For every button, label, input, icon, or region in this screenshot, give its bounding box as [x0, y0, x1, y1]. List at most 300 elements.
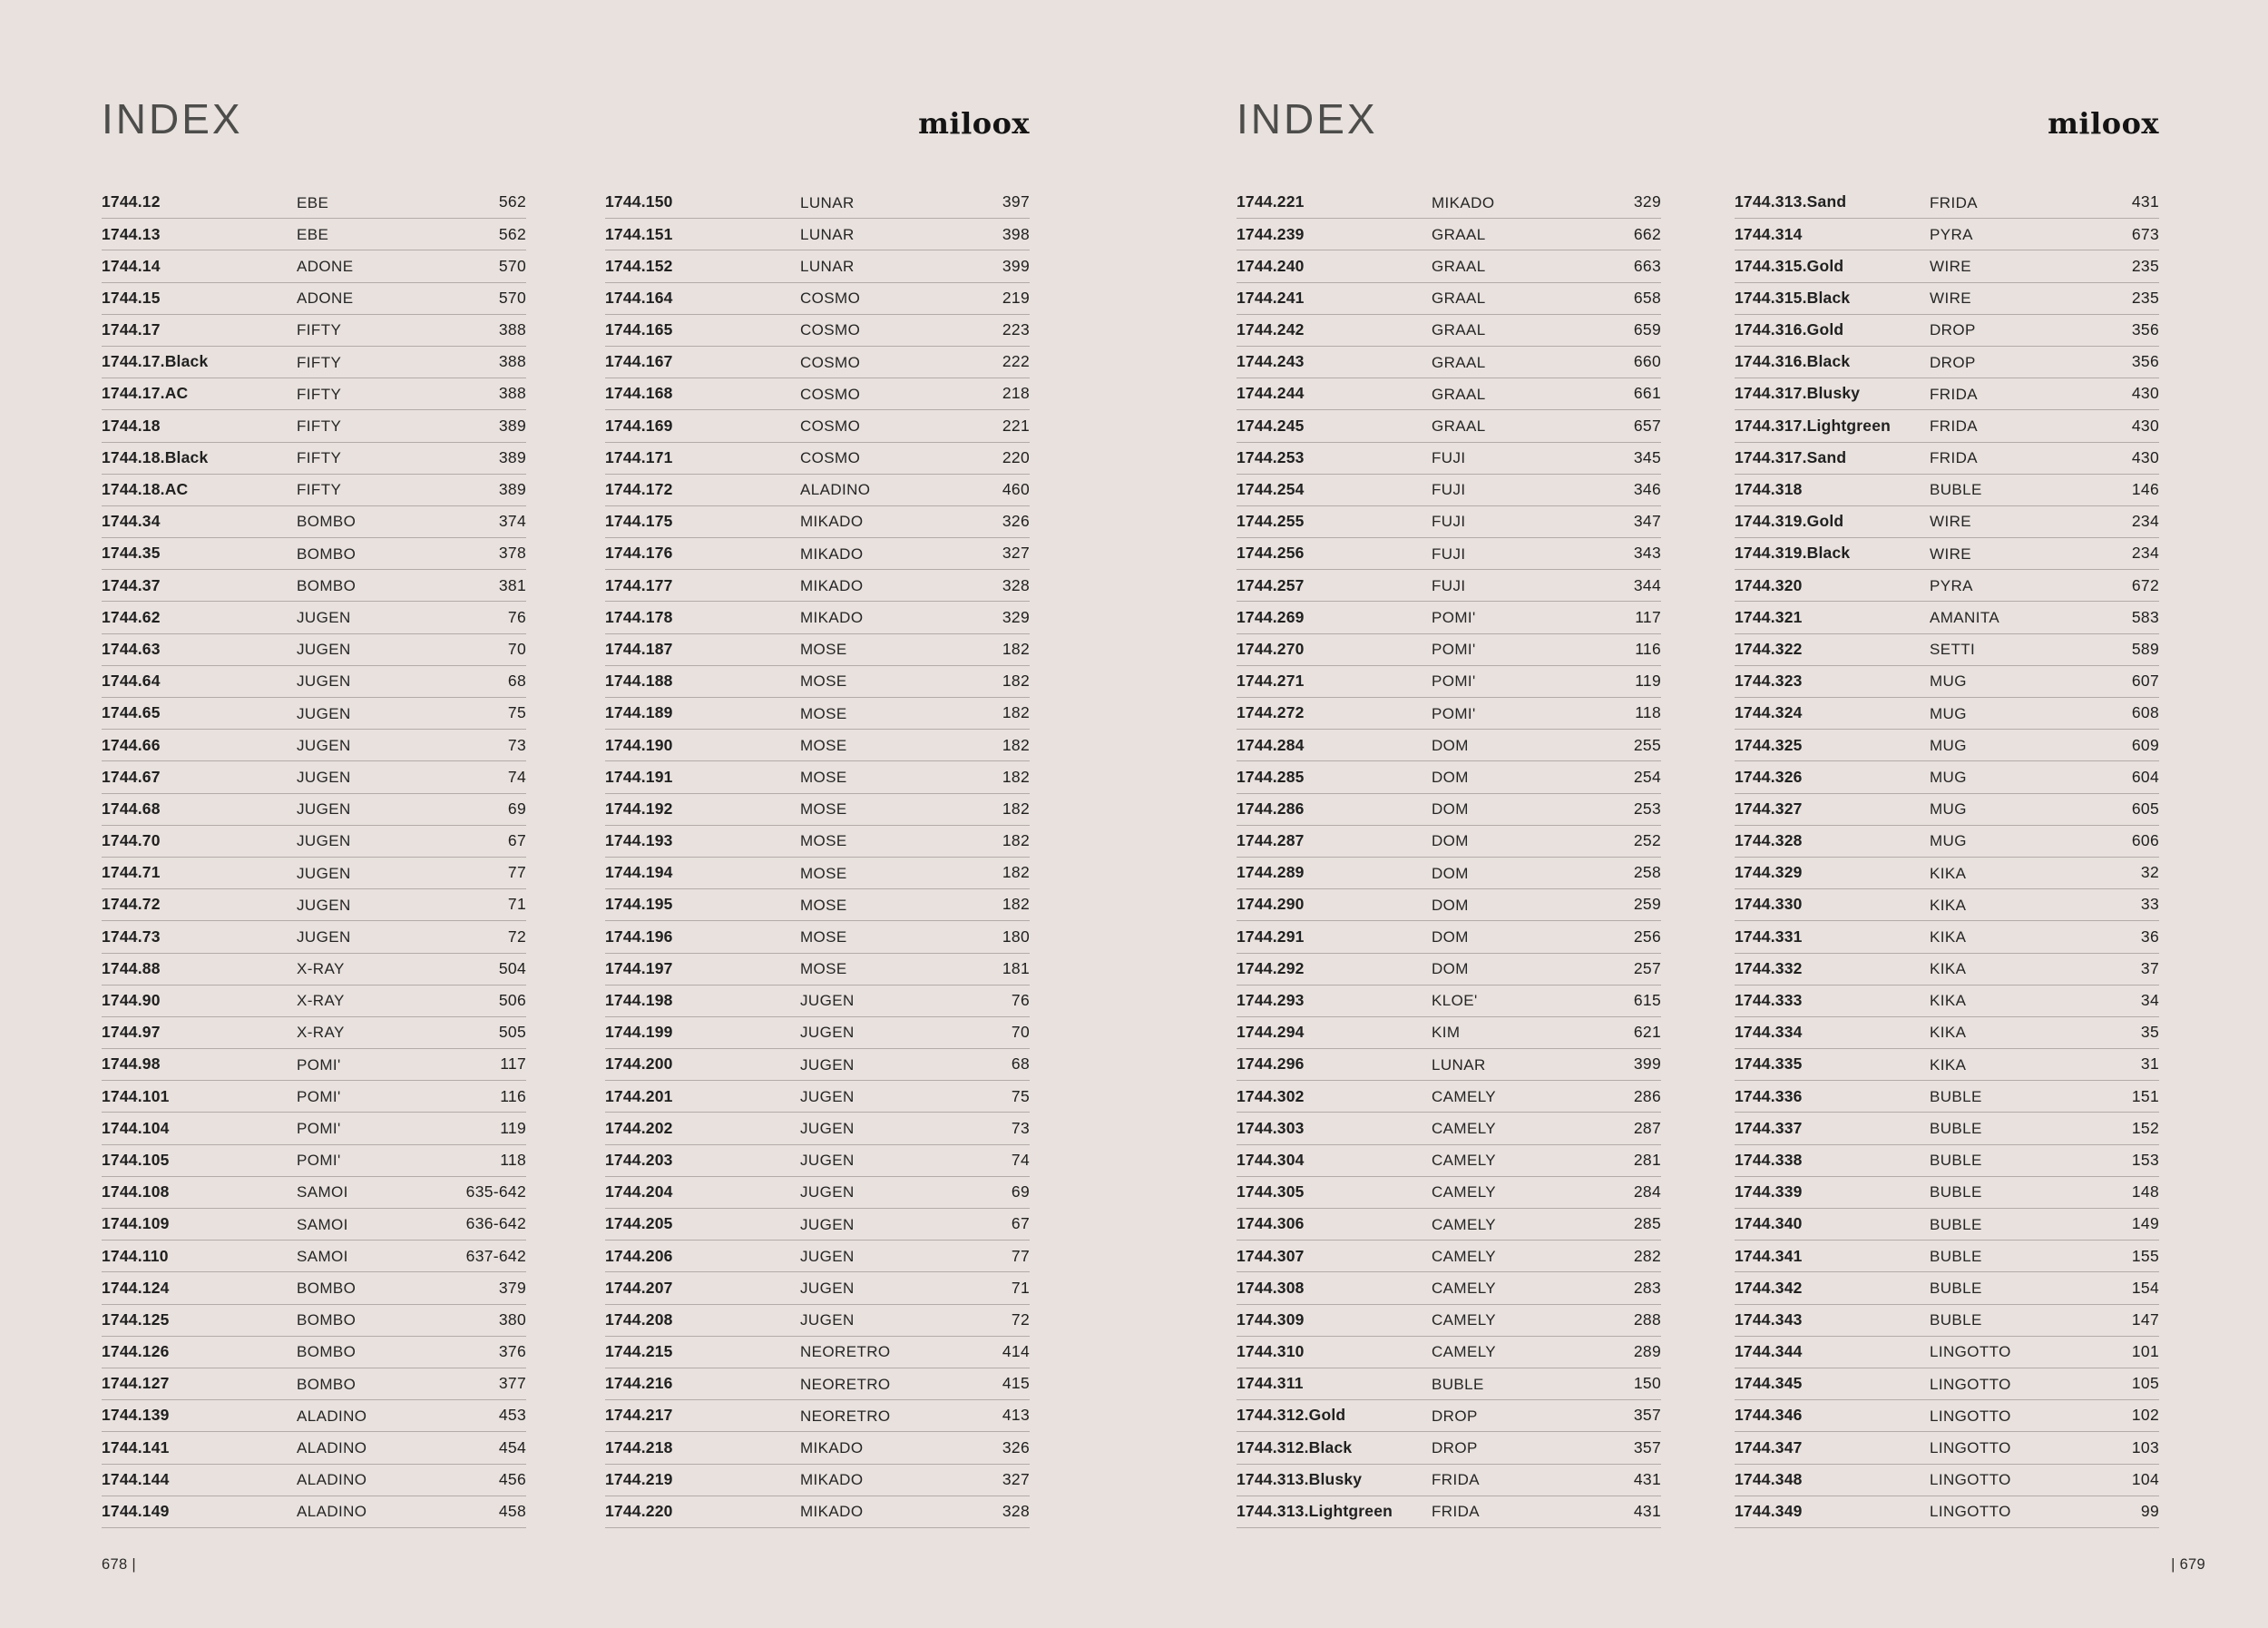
page-ref: 119 — [500, 1118, 526, 1137]
page-ref: 182 — [1002, 735, 1030, 754]
product-name: BOMBO — [297, 1311, 357, 1329]
index-row — [1237, 219, 1661, 250]
product-name: CAMELY — [1432, 1183, 1497, 1201]
page-ref: 430 — [2131, 416, 2159, 435]
page-ref: 562 — [498, 192, 526, 211]
index-row — [1237, 1368, 1661, 1400]
page-ref: 380 — [498, 1309, 526, 1329]
index-row — [1237, 954, 1661, 986]
page-ref: 76 — [507, 607, 526, 626]
product-code: 1744.125 — [102, 1309, 170, 1329]
product-name: BUBLE — [1930, 1215, 1982, 1233]
product-name: WIRE — [1930, 289, 1971, 308]
index-row — [1237, 378, 1661, 410]
product-name: FRIDA — [1930, 193, 1978, 211]
product-code: 1744.110 — [102, 1246, 169, 1265]
page-ref: 118 — [1635, 703, 1661, 722]
product-name: BOMBO — [297, 1279, 357, 1297]
product-code: 1744.126 — [102, 1342, 170, 1361]
product-name: EBE — [297, 225, 329, 243]
page-ref: 104 — [2131, 1469, 2159, 1488]
product-name: LINGOTTO — [1930, 1407, 2011, 1425]
page-ref: 69 — [507, 799, 526, 818]
index-row — [1237, 602, 1661, 633]
product-name: FRIDA — [1930, 417, 1978, 435]
page-ref: 504 — [498, 958, 526, 977]
product-name: JUGEN — [800, 1055, 855, 1074]
page-ref: 604 — [2131, 767, 2159, 786]
index-row — [1237, 634, 1661, 666]
product-name: MUG — [1930, 704, 1967, 722]
page-ref: 357 — [1633, 1437, 1661, 1456]
product-name: FUJI — [1432, 544, 1466, 563]
product-code: 1744.205 — [605, 1214, 673, 1233]
page-ref: 562 — [498, 224, 526, 243]
page-ref: 376 — [498, 1342, 526, 1361]
product-name: BUBLE — [1930, 1279, 1982, 1297]
page-ref: 182 — [1002, 672, 1030, 691]
index-row — [1237, 889, 1661, 921]
product-code: 1744.124 — [102, 1278, 170, 1297]
product-name: X-RAY — [297, 960, 345, 978]
product-code: 1744.346 — [1735, 1406, 1803, 1425]
product-code: 1744.292 — [1237, 958, 1305, 977]
index-row — [102, 1305, 526, 1337]
product-code: 1744.101 — [102, 1086, 170, 1105]
page-ref: 505 — [498, 1023, 526, 1042]
index-row — [1237, 250, 1661, 282]
product-code: 1744.151 — [605, 224, 673, 243]
page-ref: 259 — [1633, 895, 1661, 914]
product-name: KIKA — [1930, 1024, 1967, 1042]
index-column-3 — [1237, 187, 1661, 1528]
product-name: BUBLE — [1930, 1311, 1982, 1329]
page-ref: 289 — [1633, 1342, 1661, 1361]
product-code: 1744.12 — [102, 192, 161, 211]
product-name: JUGEN — [800, 1279, 855, 1297]
product-name: ALADINO — [800, 481, 871, 499]
page-ref: 328 — [1002, 1502, 1030, 1521]
page-ref: 570 — [498, 288, 526, 307]
product-name: COSMO — [800, 417, 861, 435]
product-code: 1744.257 — [1237, 575, 1305, 594]
index-row — [605, 1049, 1030, 1081]
page-ref: 377 — [498, 1374, 526, 1393]
product-code: 1744.241 — [1237, 288, 1305, 307]
product-code: 1744.197 — [605, 958, 673, 977]
index-row — [102, 921, 526, 953]
page-ref: 36 — [2140, 927, 2159, 946]
index-row — [1237, 761, 1661, 793]
product-name: POMI' — [297, 1055, 341, 1074]
page-ref: 326 — [1002, 512, 1030, 531]
index-row — [1735, 1049, 2159, 1081]
page-ref: 356 — [2131, 352, 2159, 371]
index-row — [1735, 410, 2159, 442]
index-row — [1237, 506, 1661, 538]
product-name: JUGEN — [297, 864, 351, 882]
page-ref: 152 — [2131, 1118, 2159, 1137]
index-row — [1735, 921, 2159, 953]
page-ref: 288 — [1633, 1309, 1661, 1329]
index-row — [1735, 1496, 2159, 1528]
product-code: 1744.242 — [1237, 320, 1305, 339]
page-ref: 75 — [1011, 1086, 1030, 1105]
page-ref: 220 — [1002, 447, 1030, 466]
index-row — [1237, 1465, 1661, 1496]
index-row — [605, 506, 1030, 538]
index-row — [1735, 826, 2159, 858]
product-name: COSMO — [800, 321, 861, 339]
index-row — [102, 698, 526, 730]
product-name: COSMO — [800, 449, 861, 467]
page-ref: 327 — [1002, 544, 1030, 563]
index-row — [605, 443, 1030, 475]
product-name: BUBLE — [1930, 1247, 1982, 1265]
product-name: GRAAL — [1432, 353, 1486, 371]
product-code: 1744.175 — [605, 512, 673, 531]
product-code: 1744.18.Black — [102, 447, 209, 466]
page-ref: 103 — [2131, 1437, 2159, 1456]
page-ref: 182 — [1002, 895, 1030, 914]
index-row — [1735, 1081, 2159, 1113]
product-name: JUGEN — [297, 609, 351, 627]
page-ref: 381 — [498, 575, 526, 594]
product-code: 1744.317.Sand — [1735, 447, 1847, 466]
index-row — [102, 1465, 526, 1496]
product-code: 1744.253 — [1237, 447, 1305, 466]
index-row — [102, 506, 526, 538]
page-ref: 415 — [1002, 1374, 1030, 1393]
product-name: KIKA — [1930, 992, 1967, 1010]
product-code: 1744.201 — [605, 1086, 673, 1105]
product-code: 1744.270 — [1237, 639, 1305, 658]
product-code: 1744.341 — [1735, 1246, 1803, 1265]
index-row — [1735, 1400, 2159, 1432]
product-name: ALADINO — [297, 1438, 367, 1456]
product-code: 1744.321 — [1735, 607, 1803, 626]
product-code: 1744.217 — [605, 1406, 673, 1425]
page-ref: 636-642 — [465, 1214, 526, 1233]
product-name: KLOE' — [1432, 992, 1478, 1010]
page-ref: 67 — [507, 831, 526, 850]
product-name: JUGEN — [297, 927, 351, 946]
product-name: MIKADO — [800, 576, 864, 594]
index-row — [605, 219, 1030, 250]
product-code: 1744.323 — [1735, 672, 1803, 691]
index-row — [605, 475, 1030, 506]
product-code: 1744.188 — [605, 672, 673, 691]
product-code: 1744.141 — [102, 1437, 170, 1456]
page-ref: 327 — [1002, 1469, 1030, 1488]
product-name: CAMELY — [1432, 1152, 1497, 1170]
index-row — [102, 761, 526, 793]
index-row — [102, 730, 526, 761]
product-code: 1744.72 — [102, 895, 161, 914]
product-code: 1744.254 — [1237, 480, 1305, 499]
product-name: MOSE — [800, 704, 847, 722]
page-ref: 660 — [1633, 352, 1661, 371]
index-row — [605, 378, 1030, 410]
product-name: FUJI — [1432, 576, 1466, 594]
product-name: MOSE — [800, 641, 847, 659]
index-row — [102, 315, 526, 347]
page-ref: 589 — [2131, 639, 2159, 658]
product-code: 1744.204 — [605, 1182, 673, 1201]
index-row — [102, 602, 526, 633]
product-name: CAMELY — [1432, 1311, 1497, 1329]
product-code: 1744.319.Black — [1735, 544, 1851, 563]
page-ref: 255 — [1633, 735, 1661, 754]
product-name: POMI' — [297, 1152, 341, 1170]
product-code: 1744.296 — [1237, 1054, 1305, 1074]
page-ref: 431 — [1633, 1502, 1661, 1521]
product-name: SAMOI — [297, 1183, 348, 1201]
page-ref: 252 — [1633, 831, 1661, 850]
product-code: 1744.62 — [102, 607, 161, 626]
product-code: 1744.326 — [1735, 767, 1803, 786]
page-ref: 119 — [1635, 672, 1661, 691]
product-code: 1744.306 — [1237, 1214, 1305, 1233]
product-code: 1744.245 — [1237, 416, 1305, 435]
product-name: CAMELY — [1432, 1343, 1497, 1361]
product-code: 1744.302 — [1237, 1086, 1305, 1105]
index-row — [1237, 1272, 1661, 1304]
product-code: 1744.206 — [605, 1246, 673, 1265]
page-ref: 68 — [507, 672, 526, 691]
product-name: LUNAR — [800, 193, 855, 211]
index-row — [605, 1465, 1030, 1496]
page-ref: 458 — [498, 1502, 526, 1521]
product-code: 1744.187 — [605, 639, 673, 658]
product-name: GRAAL — [1432, 225, 1486, 243]
index-row — [1735, 347, 2159, 378]
page-ref: 77 — [507, 863, 526, 882]
product-name: PYRA — [1930, 576, 1973, 594]
page-ref: 570 — [498, 256, 526, 275]
product-name: DOM — [1432, 927, 1469, 946]
product-code: 1744.63 — [102, 639, 161, 658]
page-ref: 672 — [2131, 575, 2159, 594]
page-ref: 75 — [507, 703, 526, 722]
index-row — [605, 1368, 1030, 1400]
product-name: SAMOI — [297, 1247, 348, 1265]
page-ref: 456 — [498, 1469, 526, 1488]
page-ref: 117 — [500, 1054, 526, 1074]
index-row — [1735, 730, 2159, 761]
product-name: BUBLE — [1930, 1152, 1982, 1170]
product-name: DOM — [1432, 896, 1469, 914]
product-name: BOMBO — [297, 576, 357, 594]
product-code: 1744.325 — [1735, 735, 1803, 754]
index-row — [605, 954, 1030, 986]
product-code: 1744.109 — [102, 1214, 170, 1233]
product-code: 1744.343 — [1735, 1309, 1803, 1329]
product-code: 1744.139 — [102, 1406, 170, 1425]
index-row — [1237, 1177, 1661, 1209]
product-name: BOMBO — [297, 1375, 357, 1393]
page-ref: 343 — [1633, 544, 1661, 563]
product-code: 1744.255 — [1237, 512, 1305, 531]
product-code: 1744.272 — [1237, 703, 1305, 722]
product-code: 1744.164 — [605, 288, 673, 307]
index-row — [605, 1017, 1030, 1049]
page-ref: 37 — [2140, 958, 2159, 977]
product-code: 1744.315.Gold — [1735, 256, 1844, 275]
product-code: 1744.221 — [1237, 192, 1305, 211]
index-row — [102, 794, 526, 826]
index-row — [605, 730, 1030, 761]
product-name: JUGEN — [297, 704, 351, 722]
product-code: 1744.287 — [1237, 831, 1305, 850]
page-ref: 374 — [498, 512, 526, 531]
index-row — [102, 826, 526, 858]
page-ref: 281 — [1633, 1150, 1661, 1169]
product-name: CAMELY — [1432, 1087, 1497, 1105]
index-row — [605, 538, 1030, 570]
product-name: WIRE — [1930, 257, 1971, 275]
product-name: NEORETRO — [800, 1375, 891, 1393]
product-code: 1744.65 — [102, 703, 161, 722]
product-name: POMI' — [1432, 704, 1476, 722]
product-name: JUGEN — [297, 832, 351, 850]
page-ref: 357 — [1633, 1406, 1661, 1425]
page-ref: 71 — [1011, 1278, 1030, 1297]
page-ref: 147 — [2131, 1309, 2159, 1329]
page-ref: 74 — [1011, 1150, 1030, 1169]
product-name: FRIDA — [1432, 1471, 1480, 1489]
index-row — [605, 1113, 1030, 1144]
product-code: 1744.90 — [102, 991, 161, 1010]
product-code: 1744.239 — [1237, 224, 1305, 243]
index-row — [1237, 1081, 1661, 1113]
index-row — [102, 219, 526, 250]
product-name: DOM — [1432, 832, 1469, 850]
product-name: EBE — [297, 193, 329, 211]
page-title: INDEX — [102, 95, 243, 142]
index-row — [1237, 315, 1661, 347]
product-code: 1744.73 — [102, 927, 161, 946]
page-ref: 182 — [1002, 767, 1030, 786]
product-code: 1744.340 — [1735, 1214, 1803, 1233]
product-code: 1744.215 — [605, 1342, 673, 1361]
product-code: 1744.316.Black — [1735, 352, 1851, 371]
product-code: 1744.317.Lightgreen — [1735, 416, 1892, 435]
product-name: POMI' — [1432, 609, 1476, 627]
index-row — [1735, 858, 2159, 889]
product-name: BUBLE — [1930, 1087, 1982, 1105]
index-row — [1237, 1241, 1661, 1272]
product-name: X-RAY — [297, 992, 345, 1010]
index-column-4 — [1735, 187, 2159, 1528]
index-row — [1735, 1465, 2159, 1496]
product-name: LINGOTTO — [1930, 1343, 2011, 1361]
product-name: MOSE — [800, 768, 847, 786]
index-row — [102, 1209, 526, 1241]
index-row — [1735, 378, 2159, 410]
product-name: COSMO — [800, 385, 861, 403]
page-ref: 74 — [507, 767, 526, 786]
index-row — [1237, 794, 1661, 826]
page-ref: 234 — [2131, 512, 2159, 531]
page-ref: 329 — [1633, 192, 1661, 211]
product-name: FIFTY — [297, 417, 342, 435]
product-name: MIKADO — [800, 1438, 864, 1456]
product-name: GRAAL — [1432, 417, 1486, 435]
product-code: 1744.218 — [605, 1437, 673, 1456]
index-row — [1735, 634, 2159, 666]
product-name: ALADINO — [297, 1471, 367, 1489]
index-row — [1237, 666, 1661, 698]
index-row — [605, 1496, 1030, 1528]
product-name: BOMBO — [297, 513, 357, 531]
product-code: 1744.332 — [1735, 958, 1803, 977]
index-row — [1237, 1049, 1661, 1081]
index-row — [1735, 443, 2159, 475]
product-code: 1744.70 — [102, 831, 161, 850]
product-code: 1744.105 — [102, 1150, 170, 1169]
page-ref: 345 — [1633, 447, 1661, 466]
index-row — [1237, 1113, 1661, 1144]
page-ref: 282 — [1633, 1246, 1661, 1265]
page-679 — [1134, 0, 2268, 1628]
product-name: FIFTY — [297, 449, 342, 467]
product-code: 1744.193 — [605, 831, 673, 850]
page-ref: 329 — [1002, 607, 1030, 626]
page-ref: 609 — [2131, 735, 2159, 754]
index-row — [605, 1241, 1030, 1272]
index-row — [102, 1272, 526, 1304]
index-row — [1735, 475, 2159, 506]
page-ref: 219 — [1002, 288, 1030, 307]
index-row — [605, 666, 1030, 698]
page-ref: 257 — [1633, 958, 1661, 977]
page-ref: 182 — [1002, 799, 1030, 818]
product-name: LUNAR — [1432, 1055, 1486, 1074]
page-ref: 151 — [2131, 1086, 2159, 1105]
product-code: 1744.68 — [102, 799, 161, 818]
product-name: MOSE — [800, 800, 847, 819]
product-name: MOSE — [800, 927, 847, 946]
index-row — [1735, 1241, 2159, 1272]
index-row — [605, 698, 1030, 730]
index-row — [102, 250, 526, 282]
product-code: 1744.320 — [1735, 575, 1803, 594]
index-row — [102, 666, 526, 698]
product-name: ADONE — [297, 257, 354, 275]
index-row — [1237, 475, 1661, 506]
index-row — [1237, 347, 1661, 378]
product-name: FRIDA — [1930, 449, 1978, 467]
product-name: FRIDA — [1930, 385, 1978, 403]
product-code: 1744.318 — [1735, 480, 1803, 499]
product-name: POMI' — [1432, 641, 1476, 659]
product-code: 1744.192 — [605, 799, 673, 818]
product-code: 1744.308 — [1237, 1278, 1305, 1297]
product-name: FRIDA — [1432, 1503, 1480, 1521]
product-name: GRAAL — [1432, 321, 1486, 339]
product-name: KIKA — [1930, 960, 1967, 978]
product-code: 1744.202 — [605, 1118, 673, 1137]
index-row — [1735, 986, 2159, 1017]
index-row — [102, 410, 526, 442]
product-name: WIRE — [1930, 513, 1971, 531]
product-code: 1744.167 — [605, 352, 673, 371]
page-ref: 181 — [1002, 958, 1030, 977]
product-name: GRAAL — [1432, 257, 1486, 275]
brand-logo: miloox — [918, 106, 1030, 141]
product-code: 1744.168 — [605, 384, 673, 403]
